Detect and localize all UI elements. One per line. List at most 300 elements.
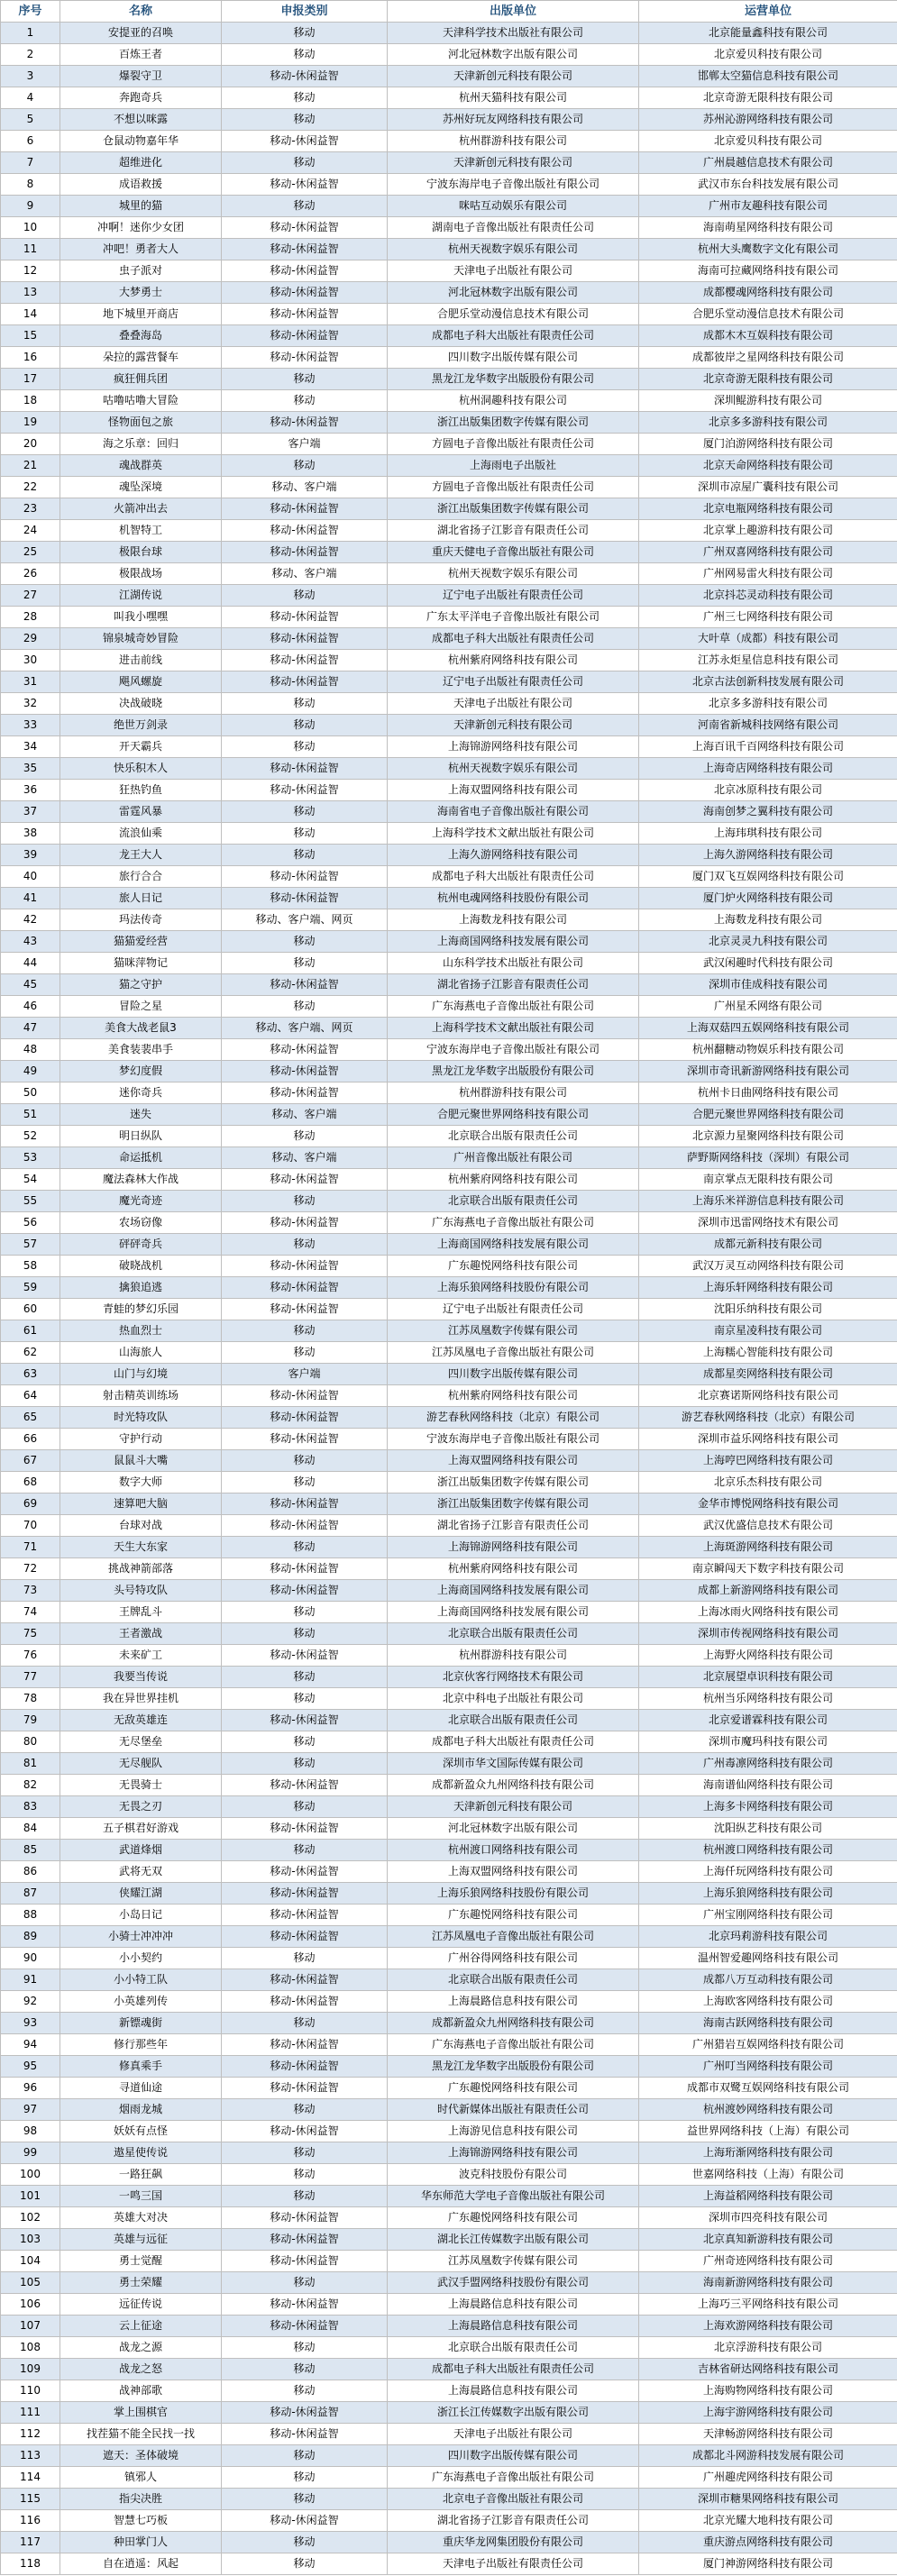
cell-publisher: 北京联合出版有限责任公司: [388, 1623, 639, 1645]
cell-category: 移动、客户端: [222, 563, 388, 585]
table-row: [1, 996, 897, 1018]
cell-operator: 北京源力星聚网络科技有限公司: [639, 1126, 897, 1147]
cell-category: 移动-休闲益智: [222, 780, 388, 801]
table-row: [1, 239, 897, 260]
cell-operator: 海南创梦之翼科技有限公司: [639, 801, 897, 823]
cell-category: 移动-休闲益智: [222, 650, 388, 671]
cell-index: 40: [1, 866, 60, 888]
cell-operator: 北京多多游科技有限公司: [639, 412, 897, 434]
cell-category: 移动: [222, 2013, 388, 2034]
table-row: [1, 2445, 897, 2467]
cell-category: 移动-休闲益智: [222, 2034, 388, 2056]
cell-name: 雷霆风暴: [60, 801, 222, 823]
cell-index: 102: [1, 2207, 60, 2229]
cell-operator: 上海糯心智能科技有限公司: [639, 1342, 897, 1364]
cell-publisher: 天津新创元科技有限公司: [388, 715, 639, 736]
cell-publisher: 上海科学技术文献出版社有限公司: [388, 823, 639, 845]
cell-index: 37: [1, 801, 60, 823]
cell-index: 99: [1, 2142, 60, 2164]
header-index: 序号: [1, 1, 60, 23]
cell-index: 112: [1, 2424, 60, 2445]
table-row: [1, 304, 897, 325]
cell-publisher: 四川数字出版传媒有限公司: [388, 347, 639, 369]
cell-name: 龙王大人: [60, 845, 222, 866]
table-row: [1, 44, 897, 66]
cell-index: 74: [1, 1602, 60, 1623]
cell-name: 修行那些年: [60, 2034, 222, 2056]
cell-publisher: 宁波东海岸电子音像出版社有限公司: [388, 1039, 639, 1061]
cell-publisher: 上海商国网络科技发展有限公司: [388, 931, 639, 953]
cell-operator: 上海乐轩网络科技有限公司: [639, 1277, 897, 1299]
cell-operator: 北京爱谱霖科技有限公司: [639, 1710, 897, 1731]
table-row: [1, 1169, 897, 1191]
cell-operator: 益世界网络科技（上海）有限公司: [639, 2121, 897, 2142]
cell-category: 移动: [222, 801, 388, 823]
cell-name: 头号特攻队: [60, 1580, 222, 1602]
cell-publisher: 杭州紫府网络科技有限公司: [388, 1558, 639, 1580]
cell-operator: 沈阳纵艺科技有限公司: [639, 1818, 897, 1840]
cell-name: 自在逍遥：风起: [60, 2553, 222, 2575]
cell-category: 移动-休闲益智: [222, 974, 388, 996]
cell-name: 小骑士冲冲冲: [60, 1926, 222, 1948]
cell-category: 移动: [222, 1688, 388, 1710]
table-row: [1, 1775, 897, 1796]
cell-operator: 上海百讯千百网络科技有限公司: [639, 736, 897, 758]
cell-publisher: 武汉手盟网络科技股份有限公司: [388, 2272, 639, 2294]
cell-operator: 北京电瓶网络科技有限公司: [639, 498, 897, 520]
cell-name: 射击精英训练场: [60, 1385, 222, 1407]
cell-index: 46: [1, 996, 60, 1018]
cell-name: 无尽堡垒: [60, 1731, 222, 1753]
cell-category: 移动-休闲益智: [222, 1861, 388, 1883]
cell-operator: 上海久游网络科技有限公司: [639, 845, 897, 866]
cell-index: 76: [1, 1645, 60, 1667]
table-row: [1, 1277, 897, 1299]
cell-name: 地下城里开商店: [60, 304, 222, 325]
cell-publisher: 上海晨路信息科技有限公司: [388, 2316, 639, 2337]
cell-index: 10: [1, 217, 60, 239]
cell-operator: 北京天命网络科技有限公司: [639, 455, 897, 477]
cell-name: 极限台球: [60, 542, 222, 563]
cell-operator: 游艺春秋网络科技（北京）有限公司: [639, 1407, 897, 1429]
cell-category: 移动: [222, 1537, 388, 1558]
cell-name: 找茬猫不能全民找一找: [60, 2424, 222, 2445]
cell-publisher: 辽宁电子出版社有限责任公司: [388, 671, 639, 693]
cell-index: 62: [1, 1342, 60, 1364]
cell-category: 移动: [222, 2445, 388, 2467]
table-row: [1, 1602, 897, 1623]
cell-name: 农场窃像: [60, 1212, 222, 1234]
table-row: [1, 455, 897, 477]
cell-operator: 上海斑游网络科技有限公司: [639, 1537, 897, 1558]
cell-name: 江湖传说: [60, 585, 222, 607]
cell-name: 魔光奇迹: [60, 1191, 222, 1212]
cell-operator: 上海欧客网络科技有限公司: [639, 1991, 897, 2013]
cell-name: 小岛日记: [60, 1905, 222, 1926]
cell-operator: 成都彼岸之星网络科技有限公司: [639, 347, 897, 369]
cell-category: 移动: [222, 23, 388, 44]
cell-publisher: 天津电子出版社有限公司: [388, 260, 639, 282]
table-row: [1, 498, 897, 520]
cell-category: 移动: [222, 1191, 388, 1212]
cell-publisher: 浙江出版集团数字传媒有限公司: [388, 498, 639, 520]
cell-category: 移动: [222, 1753, 388, 1775]
cell-operator: 广州双喜网络科技有限公司: [639, 542, 897, 563]
cell-name: 仓鼠动物嘉年华: [60, 131, 222, 152]
cell-category: 移动-休闲益智: [222, 2424, 388, 2445]
cell-publisher: 杭州群游科技有限公司: [388, 1645, 639, 1667]
cell-category: 移动: [222, 1450, 388, 1472]
table-row: [1, 412, 897, 434]
cell-name: 决战破晓: [60, 693, 222, 715]
cell-category: 移动: [222, 152, 388, 174]
table-row: [1, 2402, 897, 2424]
table-row: [1, 2099, 897, 2121]
header-operator: 运营单位: [639, 1, 897, 23]
cell-index: 5: [1, 109, 60, 131]
cell-category: 移动: [222, 2099, 388, 2121]
cell-index: 109: [1, 2359, 60, 2380]
cell-publisher: 成都电子科大出版社有限责任公司: [388, 628, 639, 650]
cell-operator: 深圳市传视网络科技有限公司: [639, 1623, 897, 1645]
cell-operator: 温州智爱趣网络科技有限公司: [639, 1948, 897, 1969]
cell-operator: 上海巧三平网络科技有限公司: [639, 2294, 897, 2316]
cell-operator: 成都北斗网游科技发展有限公司: [639, 2445, 897, 2467]
cell-publisher: 成都电子科大出版社有限责任公司: [388, 325, 639, 347]
cell-operator: 广州网易雷火科技有限公司: [639, 563, 897, 585]
table-row: [1, 1905, 897, 1926]
cell-index: 81: [1, 1753, 60, 1775]
cell-name: 大梦勇士: [60, 282, 222, 304]
cell-publisher: 上海锦游网络科技有限公司: [388, 2142, 639, 2164]
cell-name: 朵拉的露营餐车: [60, 347, 222, 369]
cell-name: 安提亚的召唤: [60, 23, 222, 44]
cell-index: 32: [1, 693, 60, 715]
cell-index: 18: [1, 390, 60, 412]
cell-index: 89: [1, 1926, 60, 1948]
cell-name: 英雄大对决: [60, 2207, 222, 2229]
cell-operator: 广州叮当网络科技有限公司: [639, 2056, 897, 2078]
cell-category: 移动: [222, 1731, 388, 1753]
cell-index: 116: [1, 2510, 60, 2532]
cell-publisher: 黑龙江龙华数字出版股份有限公司: [388, 2056, 639, 2078]
table-row: [1, 1234, 897, 1256]
cell-name: 勇士荣耀: [60, 2272, 222, 2294]
table-row: [1, 152, 897, 174]
cell-operator: 上海多卡网络科技有限公司: [639, 1796, 897, 1818]
table-row: [1, 2013, 897, 2034]
cell-index: 47: [1, 1018, 60, 1039]
cell-name: 迷失: [60, 1104, 222, 1126]
cell-index: 88: [1, 1905, 60, 1926]
cell-category: 移动: [222, 736, 388, 758]
table-row: [1, 1948, 897, 1969]
cell-index: 27: [1, 585, 60, 607]
cell-name: 超维进化: [60, 152, 222, 174]
cell-index: 13: [1, 282, 60, 304]
cell-publisher: 广东海燕电子音像出版社有限公司: [388, 996, 639, 1018]
cell-category: 移动: [222, 2553, 388, 2575]
cell-publisher: 辽宁电子出版社有限责任公司: [388, 1299, 639, 1320]
table-row: [1, 2359, 897, 2380]
cell-operator: 厦门神游网络科技有限公司: [639, 2553, 897, 2575]
cell-publisher: 湖南电子音像出版社有限责任公司: [388, 217, 639, 239]
table-row: [1, 909, 897, 931]
table-row: [1, 1926, 897, 1948]
cell-index: 79: [1, 1710, 60, 1731]
cell-category: 移动-休闲益智: [222, 174, 388, 196]
cell-category: 移动: [222, 996, 388, 1018]
cell-operator: 成都樱魂网络科技有限公司: [639, 282, 897, 304]
table-row: [1, 1796, 897, 1818]
cell-name: 侠耀江湖: [60, 1883, 222, 1905]
cell-publisher: 成都电子科大出版社有限责任公司: [388, 1731, 639, 1753]
cell-category: 移动-休闲益智: [222, 1991, 388, 2013]
cell-operator: 成都八万互动科技有限公司: [639, 1969, 897, 1991]
cell-operator: 成都元新科技有限公司: [639, 1234, 897, 1256]
cell-name: 流浪仙乘: [60, 823, 222, 845]
cell-operator: 深圳市益乐网络科技有限公司: [639, 1429, 897, 1450]
cell-name: 远征传说: [60, 2294, 222, 2316]
cell-publisher: 上海锦游网络科技有限公司: [388, 1537, 639, 1558]
cell-publisher: 杭州紫府网络科技有限公司: [388, 1385, 639, 1407]
cell-publisher: 湖北省扬子江影音有限责任公司: [388, 974, 639, 996]
cell-name: 叠叠海岛: [60, 325, 222, 347]
table-row: [1, 131, 897, 152]
cell-category: 移动-休闲益智: [222, 1645, 388, 1667]
table-row: [1, 2229, 897, 2251]
cell-publisher: 重庆华龙网集团股份有限公司: [388, 2532, 639, 2553]
cell-category: 移动-休闲益智: [222, 1082, 388, 1104]
cell-name: 魔法森林大作战: [60, 1169, 222, 1191]
cell-index: 110: [1, 2380, 60, 2402]
cell-operator: 广州奇迹网络科技有限公司: [639, 2251, 897, 2272]
cell-operator: 成都上新游网络科技有限公司: [639, 1580, 897, 1602]
cell-index: 78: [1, 1688, 60, 1710]
table-row: [1, 434, 897, 455]
cell-publisher: 海南省电子音像出版社有限公司: [388, 801, 639, 823]
cell-name: 指尖决胜: [60, 2489, 222, 2510]
table-row: [1, 2510, 897, 2532]
cell-operator: 北京真知新游科技有限公司: [639, 2229, 897, 2251]
cell-name: 掌上围棋官: [60, 2402, 222, 2424]
cell-name: 速算吧大脑: [60, 1494, 222, 1515]
table-row: [1, 715, 897, 736]
cell-publisher: 广东趣悦网络科技有限公司: [388, 2078, 639, 2099]
cell-index: 14: [1, 304, 60, 325]
table-row: [1, 174, 897, 196]
cell-operator: 上海购物网络科技有限公司: [639, 2380, 897, 2402]
cell-name: 天生大东家: [60, 1537, 222, 1558]
cell-publisher: 合肥乐堂动漫信息技术有限公司: [388, 304, 639, 325]
cell-category: 移动-休闲益智: [222, 1515, 388, 1537]
cell-index: 82: [1, 1775, 60, 1796]
cell-index: 107: [1, 2316, 60, 2337]
cell-operator: 合肥乐堂动漫信息技术有限公司: [639, 304, 897, 325]
cell-index: 28: [1, 607, 60, 628]
cell-publisher: 上海雨电子出版社: [388, 455, 639, 477]
table-row: [1, 1494, 897, 1515]
cell-publisher: 上海商国网络科技发展有限公司: [388, 1602, 639, 1623]
table-row: [1, 650, 897, 671]
cell-index: 66: [1, 1429, 60, 1450]
cell-publisher: 杭州群游科技有限公司: [388, 1082, 639, 1104]
table-row: [1, 520, 897, 542]
cell-index: 67: [1, 1450, 60, 1472]
table-row: [1, 2272, 897, 2294]
table-row: [1, 866, 897, 888]
cell-index: 39: [1, 845, 60, 866]
cell-publisher: 湖北省扬子江影音有限责任公司: [388, 520, 639, 542]
cell-operator: 上海欢游网络科技有限公司: [639, 2316, 897, 2337]
cell-index: 3: [1, 66, 60, 87]
table-row: [1, 2424, 897, 2445]
cell-index: 111: [1, 2402, 60, 2424]
cell-publisher: 浙江出版集团数字传媒有限公司: [388, 1472, 639, 1494]
cell-publisher: 北京中科电子出版社有限公司: [388, 1688, 639, 1710]
cell-publisher: 杭州群游科技有限公司: [388, 131, 639, 152]
table-row: [1, 974, 897, 996]
cell-index: 97: [1, 2099, 60, 2121]
cell-index: 15: [1, 325, 60, 347]
cell-operator: 上海宇游网络科技有限公司: [639, 2402, 897, 2424]
cell-name: 进击前线: [60, 650, 222, 671]
cell-category: 移动: [222, 1840, 388, 1861]
cell-publisher: 广东海燕电子音像出版社有限公司: [388, 2467, 639, 2489]
cell-category: 移动: [222, 369, 388, 390]
cell-category: 移动: [222, 2532, 388, 2553]
cell-operator: 武汉市东台科技发展有限公司: [639, 174, 897, 196]
cell-category: 移动: [222, 1320, 388, 1342]
table-row: [1, 2056, 897, 2078]
cell-operator: 上海哼巴网络科技有限公司: [639, 1450, 897, 1472]
cell-category: 移动: [222, 1602, 388, 1623]
cell-operator: 上海冰雨火网络科技有限公司: [639, 1602, 897, 1623]
table-row: [1, 390, 897, 412]
cell-category: 移动: [222, 823, 388, 845]
table-row: [1, 260, 897, 282]
cell-category: 移动-休闲益智: [222, 628, 388, 650]
header-category: 申报类别: [222, 1, 388, 23]
cell-publisher: 杭州渡口网络科技有限公司: [388, 1840, 639, 1861]
cell-publisher: 广东太平洋电子音像出版社有限公司: [388, 607, 639, 628]
cell-publisher: 杭州天视数字娱乐有限公司: [388, 239, 639, 260]
cell-operator: 邯郸太空猫信息科技有限公司: [639, 66, 897, 87]
cell-category: 移动: [222, 390, 388, 412]
cell-operator: 上海珩渐网络科技有限公司: [639, 2142, 897, 2164]
cell-publisher: 湖北省扬子江影音有限责任公司: [388, 1515, 639, 1537]
cell-name: 武将无双: [60, 1861, 222, 1883]
table-row: [1, 736, 897, 758]
cell-publisher: 天津新创元科技有限公司: [388, 152, 639, 174]
cell-publisher: 北京伙客行网络技术有限公司: [388, 1667, 639, 1688]
table-row: [1, 1580, 897, 1602]
cell-category: 移动-休闲益智: [222, 1277, 388, 1299]
cell-operator: 广州三七网络科技有限公司: [639, 607, 897, 628]
cell-name: 战神部歌: [60, 2380, 222, 2402]
cell-name: 一路狂飙: [60, 2164, 222, 2186]
cell-index: 51: [1, 1104, 60, 1126]
cell-operator: 杭州渡口网络科技有限公司: [639, 1840, 897, 1861]
cell-name: 擒狼追逃: [60, 1277, 222, 1299]
cell-category: 移动: [222, 44, 388, 66]
cell-operator: 江苏永炬星信息科技有限公司: [639, 650, 897, 671]
cell-operator: 成都星奕网络科技有限公司: [639, 1364, 897, 1385]
cell-category: 移动、客户端: [222, 477, 388, 498]
cell-index: 17: [1, 369, 60, 390]
cell-category: 移动-休闲益智: [222, 2294, 388, 2316]
table-row: [1, 1429, 897, 1450]
cell-operator: 海南新游网络科技有限公司: [639, 2272, 897, 2294]
cell-category: 移动-休闲益智: [222, 282, 388, 304]
cell-operator: 世嘉网络科技（上海）有限公司: [639, 2164, 897, 2186]
cell-publisher: 杭州天猫科技有限公司: [388, 87, 639, 109]
cell-category: 移动-休闲益智: [222, 1061, 388, 1082]
cell-publisher: 杭州天视数字娱乐有限公司: [388, 563, 639, 585]
cell-publisher: 波克科技股份有限公司: [388, 2164, 639, 2186]
table-row: [1, 1818, 897, 1840]
cell-name: 咕噜咕噜大冒险: [60, 390, 222, 412]
cell-publisher: 河北冠林数字出版有限公司: [388, 282, 639, 304]
cell-category: 移动-休闲益智: [222, 1407, 388, 1429]
table-row: [1, 693, 897, 715]
table-row: [1, 66, 897, 87]
table-row: [1, 2380, 897, 2402]
cell-index: 68: [1, 1472, 60, 1494]
table-row: [1, 347, 897, 369]
cell-operator: 上海双菇四五娱网络科技有限公司: [639, 1018, 897, 1039]
cell-name: 妖妖有点怪: [60, 2121, 222, 2142]
cell-name: 鼠鼠斗大嘴: [60, 1450, 222, 1472]
cell-operator: 南京星凌科技有限公司: [639, 1320, 897, 1342]
table-row: [1, 23, 897, 44]
cell-publisher: 方圆电子音像出版社有限责任公司: [388, 477, 639, 498]
cell-name: 爆裂守卫: [60, 66, 222, 87]
table-row: [1, 1342, 897, 1364]
cell-category: 移动、客户端: [222, 1104, 388, 1126]
cell-name: 无畏骑士: [60, 1775, 222, 1796]
table-row: [1, 1018, 897, 1039]
cell-index: 114: [1, 2467, 60, 2489]
cell-name: 玛法传奇: [60, 909, 222, 931]
table-row: [1, 2532, 897, 2553]
cell-publisher: 上海晨路信息科技有限公司: [388, 1991, 639, 2013]
cell-name: 一鸣三国: [60, 2186, 222, 2207]
cell-publisher: 深圳市华文国际传媒有限公司: [388, 1753, 639, 1775]
cell-index: 48: [1, 1039, 60, 1061]
cell-index: 30: [1, 650, 60, 671]
cell-publisher: 江苏凤凰电子音像出版社有限公司: [388, 1342, 639, 1364]
cell-operator: 广州星禾网络有限公司: [639, 996, 897, 1018]
table-row: [1, 1191, 897, 1212]
cell-name: 虫子派对: [60, 260, 222, 282]
cell-name: 命运抵机: [60, 1147, 222, 1169]
cell-category: 移动: [222, 2359, 388, 2380]
cell-operator: 北京能量鑫科技有限公司: [639, 23, 897, 44]
cell-operator: 上海奇店网络科技有限公司: [639, 758, 897, 780]
cell-name: 魂坠深境: [60, 477, 222, 498]
cell-category: 移动、客户端: [222, 1147, 388, 1169]
table-row: [1, 1991, 897, 2013]
table-row: [1, 1667, 897, 1688]
cell-name: 开天霸兵: [60, 736, 222, 758]
cell-publisher: 咪咕互动娱乐有限公司: [388, 196, 639, 217]
cell-operator: 北京掌上趣游科技有限公司: [639, 520, 897, 542]
cell-index: 21: [1, 455, 60, 477]
cell-name: 种田掌门人: [60, 2532, 222, 2553]
cell-index: 42: [1, 909, 60, 931]
cell-operator: 北京灵灵九科技有限公司: [639, 931, 897, 953]
